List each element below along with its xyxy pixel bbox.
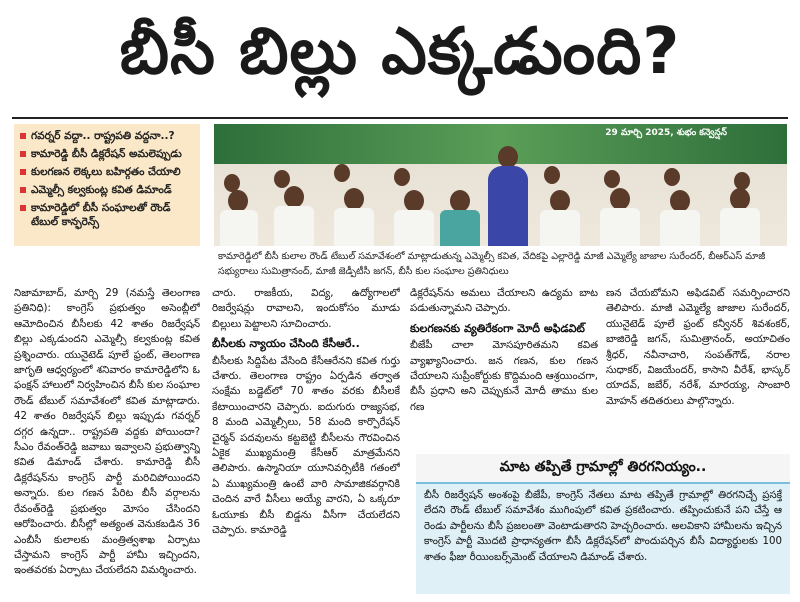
column2-body: బీసీలకు సిద్దిపేట వేసింది కేసీఆరేనని కవిత గుర్తు చేశారు. తెలంగాణ రాష్ట్రం ఏర్పడిన తర్వాత సంక్షేమ బడ్జెట్‌లో 70 శాతం వరకు బీసీలకే కేటాయించారని చెప్పారు. ఐదుగురు రాజ్యసభ, 8 మంది ఎమ్మెల్సీలు, 58 మంది కార్పొరేషన్ చైర్మన్ పదవులను కట్టబెట్టి బీసీలను గౌరవించిన ఏకైక ముఖ్యమంత్రి కేసీఆర్ మాత్రమేనని తెలిపారు. ఉస్మానియా యూనివర్సిటీకి గతంలో ఏ ముఖ్యమంత్రి ఉంటే వారి సామాజికవర్గానికి చెందిన వారే వీసీలు అయ్యే వారని, ఏ ఒక్కరూ ఓయూకు బీసీ బిడ్డను వీసీగా చేయలేదని చెప్పారు. కామారెడ్డి xyxy=(212,355,400,537)
column2-subhead: బీసీలకు న్యాయం చేసింది కేసీఆరే.. xyxy=(212,337,360,351)
person-body xyxy=(720,208,760,246)
bullet-square-icon xyxy=(20,169,26,175)
person-body xyxy=(540,210,580,246)
person-figure xyxy=(604,170,620,188)
person-figure xyxy=(670,190,690,212)
headline: బీసీ బిల్లు ఎక్కడుంది? xyxy=(119,14,681,89)
person-body xyxy=(274,206,314,246)
news-photo xyxy=(214,124,787,246)
highlight-item: ఎమ్మెల్సీ కల్వకుంట్ల కవిత డిమాండ్ xyxy=(20,183,194,197)
person-figure xyxy=(664,168,680,186)
column3-body: బీజేపీ చాలా మోసపూరితమని కవిత వ్యాఖ్యానించారు. జన గణన, కుల గణన చేయాలని సుప్రీంకోర్టుకు కొద్దిమంది ఆశ్రయించగా, బీసీ ప్రధాని అని చెప్పుకునే మోదీ తాము కుల గణ xyxy=(410,340,598,413)
column2-intro: చారు. రాజకీయ, విద్య, ఉద్యోగాలలో రిజర్వేషన్లు రావాలని, ఇందుకోసం మూడు బిల్లులు పెట్టాలని సూచించారు. xyxy=(212,288,400,330)
person-figure xyxy=(550,190,570,212)
person-figure xyxy=(610,188,630,210)
person-figure xyxy=(450,190,470,212)
column3-subhead: కులగణనకు వ్యతిరేకంగా మోదీ అఫిడవిట్ xyxy=(410,321,585,335)
article-column-4: ణన చేయబోమని అఫిడవిట్ సమర్పించారని తెలిపారు. మాజీ ఎమ్మెల్యే జాజాల సురేందర్, యునైటెడ్ పూలే ఫ్రంట్ కన్వీనర్ శివశంకర్, బాజిరెడ్డి జగన్, సుమిత్రానంద్, అయాచితం శ్రీధర్, నవీనాచారి, సంపత్‌గౌడ్, నరాల సుధాకర్, విజయేందర్, కాసాని వీరేశ్, భాస్కర్ యాదవ్, జబేర్, నరేశ్, మారయ్య, సాంబారి మోహన్ తదితరులు పాల్గొన్నారు. xyxy=(606,288,790,407)
person-figure xyxy=(730,188,750,210)
highlight-item: గవర్నర్ వద్దా.. రాష్ట్రపతి వద్దనా..? xyxy=(20,129,194,143)
column3-intro: డిక్లరేషన్‌ను అమలు చేయాలని ఉద్యమ బాట పడుతున్నామని చెప్పారు. xyxy=(410,288,598,315)
person-figure xyxy=(404,190,424,212)
highlight-item: కులగణన లెక్కలు బహిర్గతం చేయాలి xyxy=(20,165,194,179)
person-figure xyxy=(544,166,560,184)
person-figure xyxy=(344,188,364,210)
person-body xyxy=(394,210,434,246)
person-body xyxy=(600,208,640,246)
bullet-square-icon xyxy=(20,151,26,157)
person-body xyxy=(440,210,480,246)
speaker-figure xyxy=(488,166,528,246)
person-figure xyxy=(274,170,290,188)
bullet-square-icon xyxy=(20,187,26,193)
article-column-2 xyxy=(212,286,400,598)
speaker-head xyxy=(498,146,518,168)
person-figure xyxy=(284,186,304,208)
person-body xyxy=(220,210,258,246)
banner-date: 29 మార్చి 2025, శుభం కన్వెన్షన్ xyxy=(605,128,727,138)
boxed-story-title: మాట తప్పితే గ్రామాల్లో తిరగనియ్యం.. xyxy=(416,454,790,484)
person-figure xyxy=(228,190,248,212)
photo-caption: కామారెడ్డిలో బీసీ కులాల రౌండ్ టేబుల్ సమావేశంలో మాట్లాడుతున్న ఎమ్మెల్సీ కవిత, వేదికపై ఎల్లారెడ్డి మాజీ ఎమ్మెల్యే జాజాల సురేందర్, బీఆర్ఎస్ మాజీ సభ్యురాలు సుమిత్రానంద్, మాజీ జెడ్పీటీసీ జగన్, బీసీ కుల సంఘాల ప్రతినిధులు xyxy=(218,251,766,277)
article-column-1: నిజామాబాద్, మార్చి 29 (నమస్తే తెలంగాణ ప్రతినిధి): కాంగ్రెస్ ప్రభుత్వం అసెంబ్లీలో ఆమోదించిన బీసీలకు 42 శాతం రిజర్వేషన్ బిల్లు ఎక్కడుందని ఎమ్మెల్సీ కల్వకుంట్ల కవిత ప్రశ్నించారు. యునైటెడ్ పూలే ఫ్రంట్, తెలంగాణ జాగృతి ఆధ్వర్యంలో శనివారం కామారెడ్డిలోని ఓ ఫంక్షన్ హాలులో నిర్వహించిన బీసీ కుల సంఘాల రౌండ్ టేబుల్ సమావేశంలో కవిత మాట్లాడారు. 42 శాతం రిజర్వేషన్ బిల్లు ఇప్పుడు గవర్నర్ దగ్గర ఉన్నదా.. రాష్ట్రపతి వద్దకు పోయిందా? సీఎం రేవంత్‌రెడ్డి జవాబు ఇవ్వాలని ప్రభుత్వాన్ని కవిత డిమాండ్ చేశారు. కామారెడ్డి బీసీ డిక్లరేషన్‌ను కాంగ్రెస్ పార్టీ మరిచిపోయిందని అన్నారు. కుల గణన పేరిట బీసీ వర్గాలను రేవంత్‌రెడ్డి ప్రభుత్వం మోసం చేసిందని ఆరోపించారు. బీసీల్లో అత్యంత వెనుకబడిన 36 ఎంబీసీ కులాలకు మంత్రిత్వశాఖ ఏర్పాటు చేస్తామని కాంగ్రెస్ పార్టీ హామీ ఇచ్చిందని, ఇంతవరకు ఏర్పాటు చేయలేదని విమర్శించారు. xyxy=(14,288,200,577)
article-column-3 xyxy=(410,286,598,452)
person-body xyxy=(660,210,700,246)
person-body xyxy=(334,208,374,246)
highlight-item: కామారెడ్డిలో బీసీ సంఘాలతో రౌండ్ టేబుల్ కాన్ఫరెన్స్ xyxy=(20,201,194,229)
highlights-box xyxy=(14,124,200,246)
boxed-story-body: బీసీ రిజర్వేషన్ అంశంపై బీజేపీ, కాంగ్రెస్ నేతలు మాట తప్పితే గ్రామాల్లో తిరగనిచ్చే ప్రసక్తే లేదని రౌండ్ టేబుల్ సమావేశం ముగింపులో కవిత ప్రకటించారు. తప్పించుకునే పని చేస్తే ఆ రెండు పార్టీలను బీసీ ప్రజలంతా వెంటాడుతారని హెచ్చరించారు. అలవికాని హామీలను ఇచ్చిన కాంగ్రెస్ పార్టీ మొదటి ప్రాధాన్యతగా బీసీ డిక్లరేషన్‌లో పొందుపర్చిన బీసీ విద్యార్థులకు 100 శాతం ఫీజు రీయింబర్స్‌మెంట్ చేయాలని డిమాండ్ చేశారు. xyxy=(424,490,782,563)
highlight-item: కామారెడ్డి బీసీ డిక్లరేషన్ అమలెప్పుడు xyxy=(20,147,194,161)
person-figure xyxy=(394,168,410,186)
bullet-square-icon xyxy=(20,205,26,211)
bullet-square-icon xyxy=(20,133,26,139)
person-figure xyxy=(334,164,350,182)
headline-rule xyxy=(12,117,788,119)
